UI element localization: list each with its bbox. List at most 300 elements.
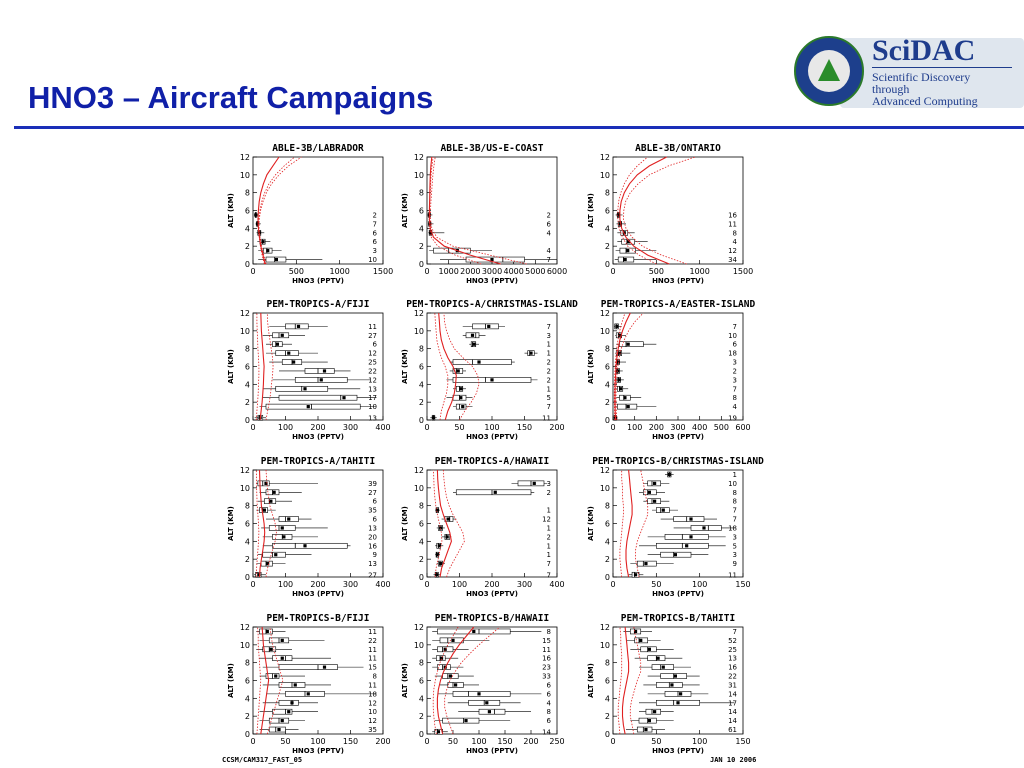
- sample-count: 2: [546, 211, 551, 220]
- y-tick-label: 6: [604, 206, 610, 216]
- obs-mean-marker: [276, 343, 279, 346]
- obs-mean-marker: [437, 730, 440, 733]
- obs-mean-marker: [648, 648, 651, 651]
- sample-count: 7: [546, 322, 551, 331]
- sample-count: 7: [732, 506, 737, 515]
- y-tick-label: 6: [418, 206, 424, 216]
- plot-frame: [613, 470, 743, 580]
- obs-mean-marker: [461, 405, 464, 408]
- footer-date: JAN 10 2006: [710, 756, 757, 764]
- x-tick-label: 2000: [460, 267, 481, 276]
- obs-mean-marker: [679, 692, 682, 695]
- y-tick-label: 8: [244, 501, 250, 511]
- model-mean-line: [626, 470, 632, 577]
- sample-count: 22: [368, 636, 377, 645]
- y-tick-label: 10: [239, 640, 250, 650]
- y-tick-label: 6: [418, 676, 424, 686]
- y-tick-label: 10: [413, 170, 424, 180]
- profile-chart: [227, 613, 391, 755]
- chart-title: PEM-TROPICS-B/FIJI: [266, 613, 370, 624]
- y-tick-label: 4: [244, 694, 250, 704]
- sample-count: 11: [368, 681, 377, 690]
- obs-mean-marker: [282, 535, 285, 538]
- sample-count: 1: [732, 470, 737, 479]
- y-tick-label: 2: [418, 242, 424, 252]
- chart-title: PEM-TROPICS-A/FIJI: [266, 299, 370, 310]
- y-tick-label: 2: [604, 242, 610, 252]
- y-tick-label: 2: [418, 712, 424, 722]
- sample-count: 35: [368, 506, 377, 515]
- y-axis-label: ALT (KM): [401, 193, 409, 228]
- obs-mean-marker: [670, 683, 673, 686]
- sample-count: 27: [368, 488, 377, 497]
- y-tick-label: 10: [239, 483, 250, 493]
- sample-count: 1: [546, 551, 551, 560]
- x-axis-label: HNO3 (PPTV): [292, 747, 344, 755]
- obs-mean-marker: [626, 249, 629, 252]
- obs-mean-marker: [656, 657, 659, 660]
- x-tick-label: 150: [342, 737, 359, 746]
- y-tick-label: 4: [604, 694, 610, 704]
- y-tick-label: 12: [413, 153, 424, 162]
- page-title: HNO3 – Aircraft Campaigns: [28, 80, 434, 115]
- obs-mean-marker: [464, 719, 467, 722]
- sample-count: 1: [546, 506, 551, 515]
- sample-count: 6: [372, 229, 377, 238]
- y-tick-label: 8: [244, 188, 250, 198]
- sample-count: 8: [732, 488, 737, 497]
- obs-mean-marker: [277, 728, 280, 731]
- y-tick-label: 12: [413, 623, 424, 632]
- y-tick-label: 12: [599, 623, 610, 632]
- obs-box: [269, 727, 285, 732]
- obs-mean-marker: [307, 405, 310, 408]
- sample-count: 7: [732, 515, 737, 524]
- x-tick-label: 1500: [372, 267, 394, 276]
- sample-count: 3: [732, 358, 737, 367]
- obs-mean-marker: [648, 719, 651, 722]
- y-tick-label: 0: [418, 260, 424, 269]
- sample-count: 18: [368, 690, 377, 699]
- y-axis-label: ALT (KM): [227, 349, 235, 384]
- obs-box: [466, 257, 525, 262]
- obs-mean-marker: [457, 369, 460, 372]
- x-axis-label: HNO3 (PPTV): [652, 747, 704, 755]
- x-tick-label: 100: [310, 737, 326, 746]
- sample-count: 7: [546, 403, 551, 412]
- sample-count: 4: [546, 247, 551, 256]
- x-axis-label: HNO3 (PPTV): [292, 433, 344, 441]
- sample-count: 15: [542, 636, 551, 645]
- sample-count: 27: [368, 571, 377, 580]
- y-tick-label: 4: [604, 537, 610, 547]
- x-tick-label: 400: [692, 423, 708, 432]
- y-axis-label: ALT (KM): [587, 349, 595, 384]
- x-tick-label: 250: [549, 737, 565, 746]
- sample-count: 16: [728, 663, 737, 672]
- x-axis-label: HNO3 (PPTV): [466, 433, 518, 441]
- obs-mean-marker: [490, 378, 493, 381]
- sample-count: 6: [372, 515, 377, 524]
- sample-count: 15: [368, 663, 377, 672]
- x-tick-label: 0: [250, 737, 256, 746]
- sample-count: 14: [728, 717, 737, 726]
- profile-chart: [587, 613, 751, 755]
- y-tick-label: 6: [604, 362, 610, 372]
- x-tick-label: 0: [424, 580, 430, 589]
- sample-count: 2: [372, 211, 377, 220]
- obs-mean-marker: [624, 258, 627, 261]
- y-tick-label: 4: [604, 380, 610, 390]
- y-tick-label: 10: [239, 170, 250, 180]
- sample-count: 52: [728, 636, 737, 645]
- sample-count: 14: [542, 728, 551, 737]
- sample-count: 7: [372, 220, 377, 229]
- sample-count: 18: [728, 349, 737, 358]
- x-tick-label: 1000: [438, 267, 459, 276]
- obs-mean-marker: [617, 378, 620, 381]
- obs-mean-marker: [263, 509, 266, 512]
- y-tick-label: 2: [604, 712, 610, 722]
- chart-title: ABLE-3B/US-E-COAST: [440, 143, 544, 154]
- sample-count: 13: [728, 654, 737, 663]
- sample-count: 23: [542, 663, 551, 672]
- x-tick-label: 300: [342, 423, 359, 432]
- obs-mean-marker: [668, 473, 671, 476]
- y-tick-label: 0: [418, 416, 424, 425]
- sample-count: 13: [368, 560, 377, 569]
- x-tick-label: 100: [692, 737, 708, 746]
- obs-mean-marker: [702, 526, 705, 529]
- sample-count: 16: [368, 542, 377, 551]
- profile-chart: [227, 456, 391, 598]
- sample-count: 3: [732, 551, 737, 560]
- y-tick-label: 10: [413, 326, 424, 336]
- sample-count: 5: [732, 542, 737, 551]
- y-tick-label: 4: [418, 380, 424, 390]
- obs-mean-marker: [623, 396, 626, 399]
- y-tick-label: 2: [244, 242, 250, 252]
- x-tick-label: 100: [627, 423, 643, 432]
- obs-box: [279, 665, 338, 670]
- x-tick-label: 0: [250, 423, 256, 432]
- obs-mean-marker: [342, 396, 345, 399]
- profile-chart: [401, 299, 578, 441]
- x-axis-label: HNO3 (PPTV): [466, 277, 518, 285]
- obs-mean-marker: [472, 630, 475, 633]
- obs-mean-marker: [303, 387, 306, 390]
- chart-title: PEM-TROPICS-A/EASTER-ISLAND: [600, 299, 756, 310]
- sample-count: 7: [732, 627, 737, 636]
- obs-mean-marker: [297, 325, 300, 328]
- y-tick-label: 12: [239, 623, 250, 632]
- sample-count: 8: [732, 394, 737, 403]
- sample-count: 6: [546, 681, 551, 690]
- y-tick-label: 0: [244, 416, 250, 425]
- y-tick-label: 10: [599, 326, 610, 336]
- x-tick-label: 50: [651, 580, 662, 589]
- obs-mean-marker: [689, 535, 692, 538]
- y-tick-label: 12: [413, 309, 424, 318]
- model-range-line: [435, 313, 448, 420]
- logo-tagline-2: through: [872, 82, 910, 96]
- obs-box: [266, 404, 360, 409]
- sample-count: 1: [546, 524, 551, 533]
- y-tick-label: 4: [604, 224, 610, 234]
- obs-mean-marker: [269, 500, 272, 503]
- x-tick-label: 600: [735, 423, 751, 432]
- y-axis-label: ALT (KM): [587, 663, 595, 698]
- sample-count: 2: [546, 488, 551, 497]
- x-axis-label: HNO3 (PPTV): [292, 590, 344, 598]
- obs-mean-marker: [653, 710, 656, 713]
- obs-mean-marker: [274, 553, 277, 556]
- obs-box: [279, 700, 299, 705]
- obs-mean-marker: [320, 378, 323, 381]
- x-tick-label: 300: [516, 580, 533, 589]
- sample-count: 16: [728, 211, 737, 220]
- y-tick-label: 8: [418, 658, 424, 668]
- y-tick-label: 6: [418, 519, 424, 529]
- obs-mean-marker: [287, 710, 290, 713]
- x-axis-label: HNO3 (PPTV): [652, 277, 704, 285]
- x-tick-label: 100: [471, 737, 487, 746]
- sample-count: 8: [732, 229, 737, 238]
- y-tick-label: 12: [599, 153, 610, 162]
- sample-count: 6: [546, 690, 551, 699]
- obs-mean-marker: [273, 491, 276, 494]
- obs-mean-marker: [294, 683, 297, 686]
- sample-count: 3: [546, 479, 551, 488]
- obs-mean-marker: [648, 491, 651, 494]
- chart-title: PEM-TROPICS-A/TAHITI: [260, 456, 376, 467]
- y-tick-label: 0: [244, 573, 250, 582]
- x-axis-label: HNO3 (PPTV): [292, 277, 344, 285]
- sample-count: 10: [368, 256, 377, 265]
- y-tick-label: 0: [604, 260, 610, 269]
- chart-title: ABLE-3B/ONTARIO: [635, 143, 721, 154]
- y-tick-label: 4: [418, 537, 424, 547]
- chart-title: ABLE-3B/LABRADOR: [272, 143, 364, 154]
- sample-count: 11: [368, 322, 377, 331]
- sample-count: 61: [728, 726, 737, 735]
- x-tick-label: 400: [375, 423, 391, 432]
- y-tick-label: 12: [239, 153, 250, 162]
- obs-mean-marker: [615, 325, 618, 328]
- obs-mean-marker: [307, 692, 310, 695]
- obs-mean-marker: [274, 674, 277, 677]
- obs-mean-marker: [487, 325, 490, 328]
- profile-chart: [587, 299, 755, 441]
- sample-count: 4: [732, 238, 737, 247]
- sample-count: 11: [542, 645, 551, 654]
- x-axis-label: HNO3 (PPTV): [466, 590, 518, 598]
- y-tick-label: 10: [599, 640, 610, 650]
- x-tick-label: 3000: [481, 267, 503, 276]
- obs-mean-marker: [281, 719, 284, 722]
- sample-count: 1: [546, 385, 551, 394]
- obs-mean-marker: [323, 666, 326, 669]
- obs-mean-marker: [303, 544, 306, 547]
- x-tick-label: 0: [250, 267, 256, 276]
- chart-title: PEM-TROPICS-B/CHRISTMAS-ISLAND: [592, 456, 764, 467]
- obs-mean-marker: [488, 710, 491, 713]
- sample-count: 33: [542, 672, 551, 681]
- x-tick-label: 50: [447, 737, 459, 746]
- y-tick-label: 2: [418, 555, 424, 565]
- y-tick-label: 8: [418, 188, 424, 198]
- plot-frame: [613, 627, 743, 734]
- obs-mean-marker: [689, 517, 692, 520]
- y-tick-label: 0: [244, 260, 250, 269]
- sample-count: 10: [728, 479, 737, 488]
- sample-count: 10: [368, 403, 377, 412]
- sample-count: 10: [368, 708, 377, 717]
- obs-mean-marker: [634, 573, 637, 576]
- sample-count: 6: [546, 717, 551, 726]
- obs-mean-marker: [261, 240, 264, 243]
- chart-title: PEM-TROPICS-A/HAWAII: [434, 456, 550, 467]
- obs-mean-marker: [281, 639, 284, 642]
- obs-mean-marker: [266, 630, 269, 633]
- obs-mean-marker: [653, 482, 656, 485]
- obs-mean-marker: [477, 360, 480, 363]
- y-tick-label: 8: [244, 344, 250, 354]
- sample-count: 22: [728, 672, 737, 681]
- sample-count: 2: [546, 376, 551, 385]
- sample-count: 39: [368, 479, 377, 488]
- x-tick-label: 200: [310, 580, 326, 589]
- y-tick-label: 6: [604, 519, 610, 529]
- sample-count: 13: [368, 524, 377, 533]
- x-tick-label: 150: [497, 737, 513, 746]
- sample-count: 2: [546, 533, 551, 542]
- obs-box: [674, 517, 704, 522]
- sample-count: 3: [732, 376, 737, 385]
- model-range-line: [620, 470, 624, 577]
- footer-run-label: CCSM/CAM317_FAST_05: [222, 756, 303, 764]
- x-tick-label: 200: [523, 737, 539, 746]
- y-tick-label: 6: [244, 362, 250, 372]
- x-tick-label: 500: [713, 423, 729, 432]
- obs-mean-marker: [459, 387, 462, 390]
- obs-mean-marker: [270, 648, 273, 651]
- y-tick-label: 4: [244, 380, 250, 390]
- x-axis-label: HNO3 (PPTV): [652, 590, 704, 598]
- sample-count: 3: [372, 247, 377, 256]
- x-tick-label: 6000: [546, 267, 568, 276]
- sample-count: 12: [728, 247, 737, 256]
- x-tick-label: 100: [484, 423, 500, 432]
- obs-mean-marker: [485, 701, 488, 704]
- x-axis-label: HNO3 (PPTV): [466, 747, 518, 755]
- sample-count: 16: [542, 654, 551, 663]
- obs-mean-marker: [281, 334, 284, 337]
- y-tick-label: 4: [244, 224, 250, 234]
- logo-tagline-1: Scientific Discovery: [872, 70, 971, 84]
- plot-frame: [253, 157, 383, 264]
- obs-mean-marker: [627, 405, 630, 408]
- x-tick-label: 150: [516, 423, 533, 432]
- y-tick-label: 10: [239, 326, 250, 336]
- obs-mean-marker: [616, 369, 619, 372]
- sample-count: 31: [728, 681, 737, 690]
- profile-chart: [401, 143, 567, 285]
- sample-count: 25: [728, 645, 737, 654]
- sample-count: 2: [546, 367, 551, 376]
- profile-chart: [587, 456, 764, 598]
- obs-mean-marker: [432, 416, 435, 419]
- sample-count: 5: [546, 394, 551, 403]
- obs-mean-marker: [292, 360, 295, 363]
- obs-mean-marker: [619, 387, 622, 390]
- sample-count: 13: [368, 385, 377, 394]
- obs-mean-marker: [287, 517, 290, 520]
- sample-count: 9: [372, 551, 377, 560]
- sample-count: 6: [372, 340, 377, 349]
- obs-box: [263, 552, 286, 557]
- obs-mean-marker: [471, 334, 474, 337]
- x-tick-label: 400: [375, 580, 391, 589]
- x-tick-label: 0: [610, 423, 616, 432]
- sample-count: 14: [728, 690, 737, 699]
- obs-box: [305, 368, 334, 373]
- x-tick-label: 100: [277, 423, 294, 432]
- obs-mean-marker: [454, 683, 457, 686]
- sample-count: 6: [732, 340, 737, 349]
- sample-count: 34: [728, 256, 737, 265]
- y-tick-label: 8: [604, 501, 610, 511]
- y-axis-label: ALT (KM): [587, 193, 595, 228]
- obs-mean-marker: [685, 544, 688, 547]
- y-axis-label: ALT (KM): [587, 506, 595, 541]
- y-axis-label: ALT (KM): [227, 663, 235, 698]
- x-tick-label: 0: [250, 580, 256, 589]
- obs-box: [286, 324, 309, 329]
- sample-count: 18: [728, 524, 737, 533]
- y-tick-label: 0: [604, 416, 610, 425]
- y-tick-label: 10: [599, 170, 610, 180]
- y-tick-label: 2: [604, 398, 610, 408]
- x-tick-label: 1500: [732, 267, 754, 276]
- sample-count: 4: [546, 229, 551, 238]
- x-tick-label: 200: [549, 423, 565, 432]
- chart-title: PEM-TROPICS-B/TAHITI: [620, 613, 736, 624]
- obs-mean-marker: [477, 692, 480, 695]
- obs-mean-marker: [281, 526, 284, 529]
- obs-mean-marker: [644, 728, 647, 731]
- x-tick-label: 4000: [503, 267, 524, 276]
- obs-box: [479, 709, 505, 714]
- sample-count: 7: [732, 385, 737, 394]
- y-tick-label: 8: [604, 188, 610, 198]
- obs-mean-marker: [533, 482, 536, 485]
- obs-mean-marker: [275, 258, 278, 261]
- obs-mean-marker: [323, 369, 326, 372]
- y-tick-label: 12: [239, 466, 250, 475]
- obs-mean-marker: [447, 517, 450, 520]
- x-tick-label: 100: [451, 580, 468, 589]
- chart-title: PEM-TROPICS-B/HAWAII: [434, 613, 550, 624]
- profile-chart: [401, 613, 565, 755]
- obs-mean-marker: [266, 249, 269, 252]
- obs-mean-marker: [459, 396, 462, 399]
- y-tick-label: 10: [599, 483, 610, 493]
- y-tick-label: 12: [413, 466, 424, 475]
- obs-mean-marker: [439, 562, 442, 565]
- sample-count: 12: [368, 699, 377, 708]
- y-axis-label: ALT (KM): [401, 506, 409, 541]
